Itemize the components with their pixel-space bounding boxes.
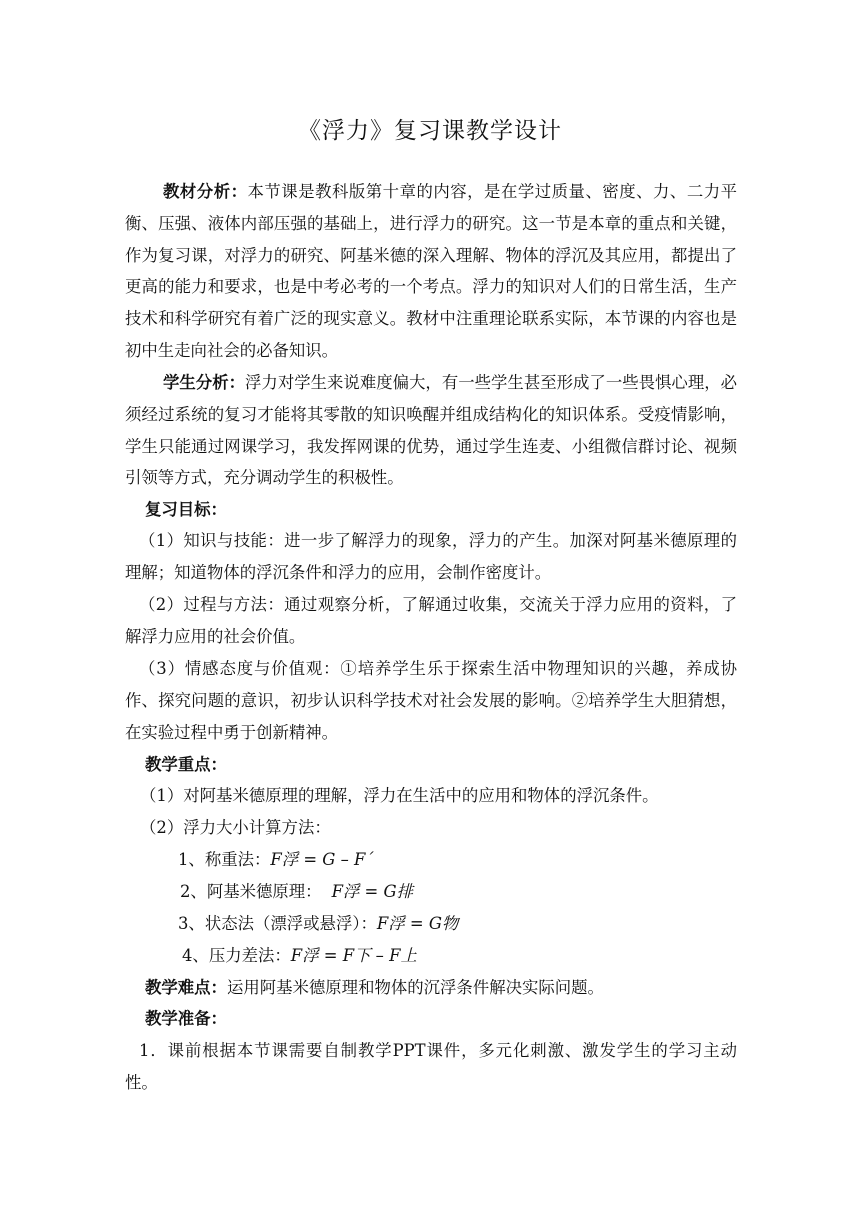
method-formula: F浮 = G物 bbox=[376, 914, 459, 933]
student-analysis-paragraph bbox=[125, 367, 737, 494]
material-analysis-text: 本节课是教科版第十章的内容，是在学过质量、密度、力、二力平衡、压强、液体内部压强的基础上，进行浮力的研究。这一节是本章的重点和关键，作为复习课，对浮力的研究、阿基米德的深入理解、物体的浮沉及其应用，都提出了更高的能力和要求，也是中考必考的一个考点。浮力的知识对人们的日常生活，生产技术和科学研究有着广泛的现实意义。教材中注重理论联系实际，本节课的内容也是初中生走向社会的必备知识。 bbox=[125, 182, 738, 360]
material-analysis-paragraph bbox=[125, 176, 737, 367]
method-label: 4、压力差法： bbox=[182, 946, 291, 965]
goal-item-1: （1）知识与技能：进一步了解浮力的现象，浮力的产生。加深对阿基米德原理的理解；知道物体的浮沉条件和浮力的应用，会制作密度计。 bbox=[125, 531, 737, 582]
method-item-3 bbox=[178, 908, 458, 940]
preparation-heading: 教学准备： bbox=[145, 1009, 227, 1028]
goal-item-3: （3）情感态度与价值观：①培养学生乐于探索生活中物理知识的兴趣，养成协作、探究问题的意识，初步认识科学技术对社会发展的影响。②培养学生大胆猜想，在实验过程中勇于创新精神。 bbox=[125, 659, 737, 742]
difficulty-text: 运用阿基米德原理和物体的沉浮条件解决实际问题。 bbox=[226, 978, 604, 997]
method-item-4 bbox=[182, 940, 417, 972]
document-title: 《浮力》复习课教学设计 bbox=[298, 118, 562, 144]
method-formula: F浮 = G排 bbox=[331, 882, 413, 901]
method-formula: F浮 = F下 – F上 bbox=[290, 946, 417, 965]
method-label: 3、状态法（漂浮或悬浮）： bbox=[178, 914, 377, 933]
key-points-heading: 教学重点： bbox=[145, 755, 227, 774]
difficulty-line bbox=[145, 972, 604, 1004]
review-goals-heading: 复习目标： bbox=[145, 500, 227, 519]
student-analysis-heading: 学生分析： bbox=[163, 373, 246, 392]
preparation-item-1: 1．课前根据本节课需要自制教学PPT课件，多元化刺激、激发学生的学习主动性。 bbox=[125, 1041, 737, 1092]
key-point-item-1: （1）对阿基米德原理的理解，浮力在生活中的应用和物体的浮沉条件。 bbox=[140, 786, 659, 805]
key-point-item-2: （2）浮力大小计算方法： bbox=[140, 818, 331, 837]
material-analysis-heading: 教材分析： bbox=[163, 182, 248, 201]
difficulty-heading: 教学难点： bbox=[145, 978, 227, 997]
student-analysis-text: 浮力对学生来说难度偏大，有一些学生甚至形成了一些畏惧心理，必须经过系统的复习才能将其零散的知识唤醒并组成结构化的知识体系。受疫情影响，学生只能通过网课学习，我发挥网课的优势，通过学生连麦、小组微信群讨论、视频引领等方式，充分调动学生的积极性。 bbox=[125, 373, 738, 488]
method-formula: F浮 = G – F´ bbox=[270, 850, 374, 869]
goal-item-2: （2）过程与方法：通过观察分析，了解通过收集，交流关于浮力应用的资料，了解浮力应用的社会价值。 bbox=[125, 595, 737, 646]
method-label: 2、阿基米德原理： bbox=[180, 882, 322, 901]
method-item-2 bbox=[180, 876, 413, 908]
method-item-1 bbox=[178, 844, 374, 876]
method-label: 1、称重法： bbox=[178, 850, 271, 869]
